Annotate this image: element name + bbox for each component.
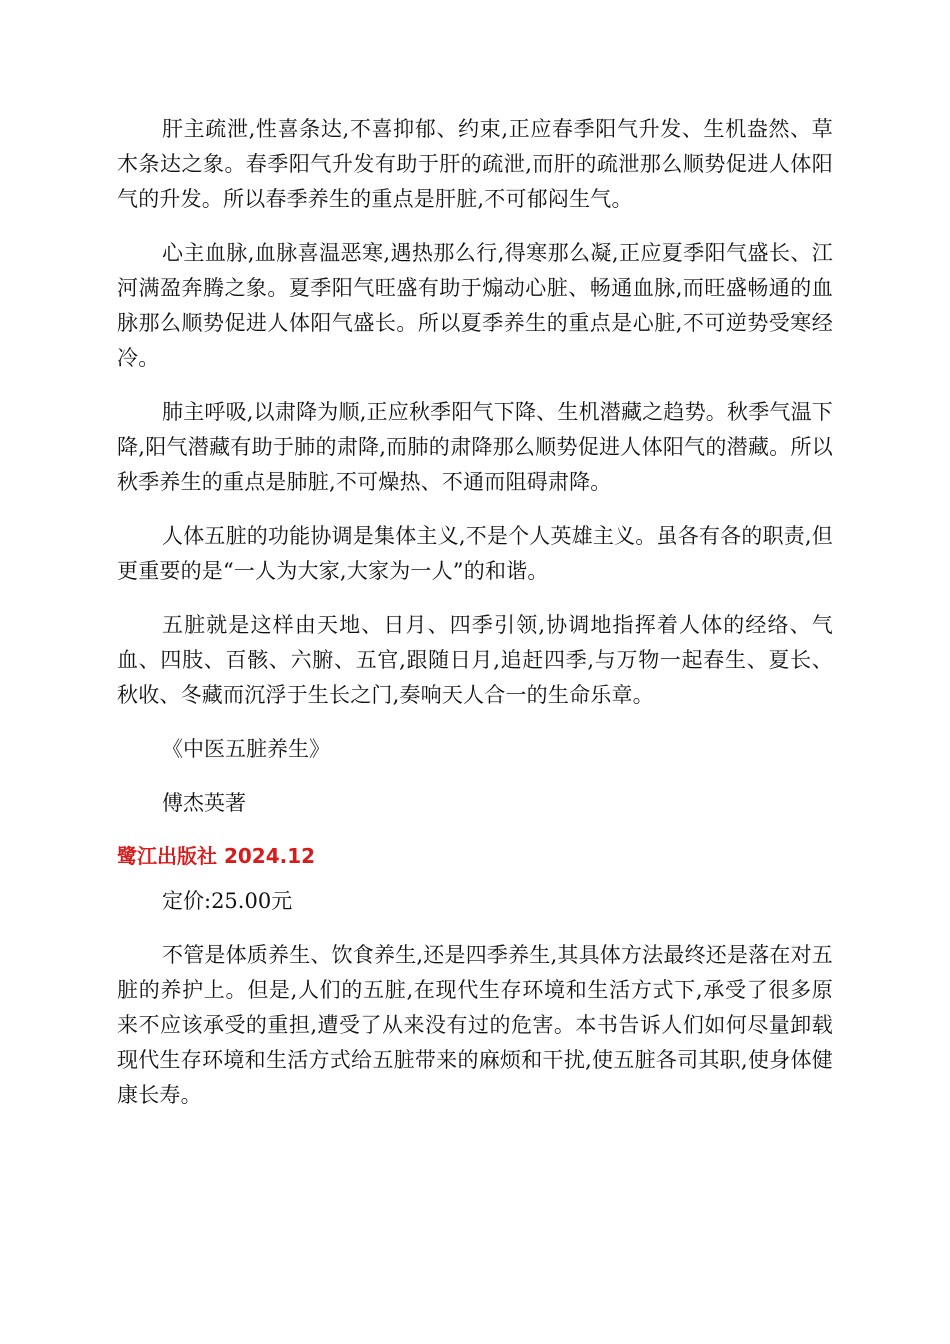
- paragraph-lung: 肺主呼吸,以肃降为顺,正应秋季阳气下降、生机潜藏之趋势。秋季气温下降,阳气潜藏有助于肺的肃降,而肺的肃降那么顺势促进人体阳气的潜藏。所以秋季养生的重点是肺脏,不可燥热、不通而阻碍肃降。: [117, 400, 833, 494]
- document-page: [117, 112, 833, 1132]
- book-author: 傅杰英著: [162, 791, 246, 815]
- book-publisher: 鹭江出版社 2024.12: [117, 844, 316, 868]
- book-price: 定价:25.00元: [162, 889, 293, 913]
- paragraph-liver: 肝主疏泄,性喜条达,不喜抑郁、约束,正应春季阳气升发、生机盎然、草木条达之象。春季阳气升发有助于肝的疏泄,而肝的疏泄那么顺势促进人体阳气的升发。所以春季养生的重点是肝脏,不可郁闷生气。: [117, 117, 833, 211]
- book-description: 不管是体质养生、饮食养生,还是四季养生,其具体方法最终还是落在对五脏的养护上。但是,人们的五脏,在现代生存环境和生活方式下,承受了很多原来不应该承受的重担,遭受了从来没有过的危害。本书告诉人们如何尽量卸载现代生存环境和生活方式给五脏带来的麻烦和干扰,使五脏各司其职,使身体健康长寿。: [117, 943, 833, 1107]
- paragraph-heart: 心主血脉,血脉喜温恶寒,遇热那么行,得寒那么凝,正应夏季阳气盛长、江河满盈奔腾之象。夏季阳气旺盛有助于煽动心脏、畅通血脉,而旺盛畅通的血脉那么顺势促进人体阳气盛长。所以夏季养生的重点是心脏,不可逆势受寒经冷。: [117, 241, 833, 370]
- paragraph-coordination: 人体五脏的功能协调是集体主义,不是个人英雄主义。虽各有各的职责,但更重要的是“一人为大家,大家为一人”的和谐。: [117, 524, 833, 583]
- book-title: 《中医五脏养生》: [162, 737, 330, 761]
- paragraph-harmony: 五脏就是这样由天地、日月、四季引领,协调地指挥着人体的经络、气血、四肢、百骸、六腑、五官,跟随日月,追赶四季,与万物一起春生、夏长、秋收、冬藏而沉浮于生长之门,奏响天人合一的生命乐章。: [117, 613, 833, 707]
